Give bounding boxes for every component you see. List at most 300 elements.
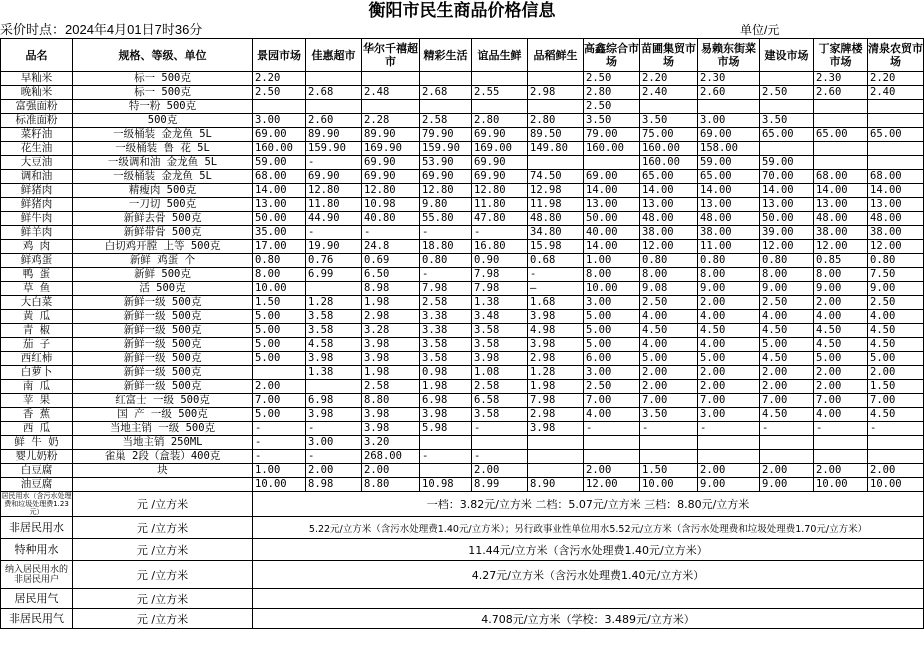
price-cell: 6.58 [472,394,528,408]
price-cell: 2.00 [868,464,924,478]
price-cell: 0.69 [362,254,420,268]
price-cell: 2.30 [698,72,760,86]
price-cell: 38.00 [814,226,868,240]
price-cell [698,436,760,450]
price-cell: 1.38 [472,296,528,310]
price-cell: 8.00 [253,268,306,282]
price-cell: 4.50 [760,324,814,338]
price-cell: 8.98 [306,478,362,492]
price-cell: 2.00 [362,464,420,478]
product-name: 青 椒 [1,324,73,338]
price-cell: 3.58 [306,324,362,338]
price-cell: 6.98 [420,394,472,408]
price-cell: 3.58 [472,408,528,422]
price-cell: 68.00 [868,170,924,184]
price-cell: 2.50 [760,296,814,310]
price-cell: — [528,282,584,296]
product-name: 调和油 [1,170,73,184]
header-cell: 华尔千禧超 市 [362,39,420,72]
price-cell: 13.00 [698,198,760,212]
product-spec: 白切鸡开膛 上等 500克 [73,240,253,254]
product-spec: 当地主销 一级 500克 [73,422,253,436]
price-cell: 13.00 [640,198,698,212]
price-cell: 8.00 [698,268,760,282]
price-cell [528,156,584,170]
price-cell: 3.58 [306,310,362,324]
price-cell: 48.00 [698,212,760,226]
product-spec: 新鲜一级 500克 [73,296,253,310]
price-cell [868,100,924,114]
price-cell: 89.90 [362,128,420,142]
price-cell: 5.00 [640,352,698,366]
price-cell [640,100,698,114]
price-cell [306,72,362,86]
table-row [1,352,924,366]
price-cell: - [472,450,528,464]
header-cell: 精彩生活 [420,39,472,72]
product-name: 晚籼米 [1,86,73,100]
price-cell [253,366,306,380]
product-spec: 红富士 一级 500克 [73,394,253,408]
price-cell: 7.00 [868,394,924,408]
utility-name: 非居民用气 [1,609,73,629]
price-cell [306,380,362,394]
table-row [1,184,924,198]
price-cell: 3.00 [306,436,362,450]
price-cell [420,72,472,86]
price-cell: 9.00 [760,282,814,296]
product-spec: 一级桶装 鲁 花 5L [73,142,253,156]
price-rows [1,72,924,492]
price-cell: 40.80 [362,212,420,226]
price-cell: 44.90 [306,212,362,226]
product-name: 香 蕉 [1,408,73,422]
price-cell: 34.80 [528,226,584,240]
price-cell: 10.00 [253,478,306,492]
price-cell: 3.58 [472,338,528,352]
table-row [1,100,924,114]
price-cell [868,156,924,170]
price-cell: 3.98 [472,352,528,366]
product-name: 西红柿 [1,352,73,366]
price-cell [472,72,528,86]
price-cell: 9.00 [698,478,760,492]
product-spec: 新鲜 鸡蛋 个 [73,254,253,268]
price-cell: 14.00 [868,184,924,198]
price-cell: 1.50 [868,380,924,394]
price-cell [868,436,924,450]
price-cell [306,100,362,114]
price-cell: 7.00 [760,394,814,408]
price-cell: 14.00 [253,184,306,198]
price-cell: 2.55 [472,86,528,100]
product-spec: 一级桶装 金龙鱼 5L [73,128,253,142]
price-cell: 7.50 [868,268,924,282]
price-cell: 1.38 [306,366,362,380]
price-cell: - [253,436,306,450]
price-cell: 69.90 [472,170,528,184]
price-cell: 3.48 [472,310,528,324]
price-cell: 2.00 [760,380,814,394]
table-row [1,394,924,408]
price-cell: 2.30 [814,72,868,86]
price-cell: 2.48 [362,86,420,100]
price-cell: 14.00 [640,184,698,198]
price-cell: 65.00 [698,170,760,184]
price-cell: 65.00 [868,128,924,142]
price-cell: 12.00 [640,240,698,254]
price-cell: 3.58 [420,338,472,352]
header-cell: 苗圃集贸市场 [640,39,698,72]
price-cell: 2.80 [528,114,584,128]
utility-name: 特种用水 [1,539,73,561]
header-row [1,39,924,72]
product-name: 南 瓜 [1,380,73,394]
table-row [1,450,924,464]
price-cell: 3.50 [760,114,814,128]
price-cell: 40.00 [584,226,640,240]
price-cell: 5.98 [420,422,472,436]
table-row [1,422,924,436]
utility-price: 4.708元/立方米（学校：3.489元/立方米） [253,609,924,629]
price-cell: 14.00 [584,240,640,254]
price-cell: 0.80 [253,254,306,268]
utility-row [1,561,924,589]
price-cell: 8.80 [362,394,420,408]
price-cell: 2.00 [868,366,924,380]
price-cell: 3.50 [640,114,698,128]
price-cell: 69.00 [584,170,640,184]
price-cell: 89.50 [528,128,584,142]
price-cell: - [306,226,362,240]
price-cell [640,436,698,450]
price-cell [814,142,868,156]
price-cell: 4.50 [868,324,924,338]
price-cell: 10.98 [420,478,472,492]
price-cell [814,156,868,170]
price-cell [814,100,868,114]
table-row [1,198,924,212]
price-cell: 0.85 [814,254,868,268]
price-cell: 12.80 [306,184,362,198]
price-cell: 7.00 [698,394,760,408]
price-cell [362,72,420,86]
product-name: 鲜鸡蛋 [1,254,73,268]
price-cell: 13.00 [760,198,814,212]
header-cell: 建设市场 [760,39,814,72]
price-cell: 9.00 [760,478,814,492]
price-cell [698,100,760,114]
price-cell: 5.00 [253,310,306,324]
price-cell: 12.80 [472,184,528,198]
utility-rows [1,492,924,629]
price-cell: - [253,422,306,436]
product-spec: 块 [73,464,253,478]
price-cell: - [362,226,420,240]
price-cell: 0.90 [472,254,528,268]
price-cell: 13.00 [868,198,924,212]
product-name: 鲜猪肉 [1,198,73,212]
utility-row [1,517,924,539]
price-cell: 2.98 [528,352,584,366]
utility-row [1,539,924,561]
price-cell: 3.98 [362,408,420,422]
price-cell: 2.58 [420,114,472,128]
price-cell: 2.40 [868,86,924,100]
price-cell: 160.00 [253,142,306,156]
price-cell: 169.00 [472,142,528,156]
utility-price [253,589,924,609]
price-cell: 0.80 [760,254,814,268]
price-cell: 0.76 [306,254,362,268]
product-name: 鸭 蛋 [1,268,73,282]
price-cell: 2.00 [698,366,760,380]
price-cell: 2.60 [698,86,760,100]
price-cell: 1.28 [306,296,362,310]
product-name: 花生油 [1,142,73,156]
table-row [1,226,924,240]
product-spec: 新鲜 500克 [73,268,253,282]
price-cell: 14.00 [814,184,868,198]
price-cell: 169.90 [362,142,420,156]
table-row [1,282,924,296]
price-cell [868,450,924,464]
price-cell: 0.80 [698,254,760,268]
product-name: 婴儿奶粉 [1,450,73,464]
product-spec: 新鲜一级 500克 [73,380,253,394]
utility-unit: 元 /立方米 [73,589,253,609]
price-cell: 65.00 [640,170,698,184]
price-cell: 13.00 [253,198,306,212]
table-row [1,436,924,450]
utility-unit: 元 /立方米 [73,492,253,517]
price-cell: 18.80 [420,240,472,254]
price-cell: 7.00 [640,394,698,408]
product-spec: 活 500克 [73,282,253,296]
price-cell: 55.80 [420,212,472,226]
product-name: 草 鱼 [1,282,73,296]
price-cell [868,114,924,128]
price-cell: 8.98 [362,282,420,296]
price-cell: 12.00 [584,478,640,492]
price-cell: 5.00 [253,324,306,338]
price-cell: 48.00 [868,212,924,226]
price-cell: 4.50 [760,352,814,366]
price-cell: 12.00 [760,240,814,254]
price-cell: 2.50 [253,86,306,100]
price-cell: 2.50 [868,296,924,310]
utility-row [1,589,924,609]
price-cell: 24.8 [362,240,420,254]
price-cell: 59.00 [698,156,760,170]
price-cell: 1.68 [528,296,584,310]
price-cell: 4.50 [868,408,924,422]
price-cell: 2.00 [698,380,760,394]
utility-name: 居民用水（含污水处理费和垃圾处理费1.23元） [1,492,72,516]
price-cell [472,436,528,450]
price-cell: 69.00 [698,128,760,142]
price-cell: 9.80 [420,198,472,212]
price-cell: - [528,268,584,282]
price-cell: 12.80 [362,184,420,198]
price-cell [420,436,472,450]
price-cell: - [868,422,924,436]
product-name: 鲜 牛 奶 [1,436,73,450]
price-cell: 2.00 [698,296,760,310]
price-cell: 4.00 [584,408,640,422]
table-row [1,296,924,310]
price-cell [420,100,472,114]
utility-unit: 元 /立方米 [73,609,253,629]
price-cell: 5.00 [253,408,306,422]
price-cell: 11.00 [698,240,760,254]
price-cell: 13.00 [584,198,640,212]
price-cell [814,436,868,450]
price-cell: 47.80 [472,212,528,226]
product-name: 油豆腐 [1,478,73,492]
product-spec: 当地主销 250ML [73,436,253,450]
price-cell: 160.00 [640,142,698,156]
price-cell: 8.00 [584,268,640,282]
utility-unit: 元 /立方米 [73,561,253,589]
price-cell: 69.90 [306,170,362,184]
price-cell: 69.90 [420,170,472,184]
price-cell: 5.00 [760,338,814,352]
price-cell: - [472,422,528,436]
table-row [1,380,924,394]
product-spec: 标一 500克 [73,72,253,86]
price-cell: 1.98 [528,380,584,394]
price-cell: 3.00 [584,296,640,310]
price-cell: 59.00 [760,156,814,170]
price-cell: 3.98 [362,422,420,436]
price-cell: 3.98 [528,310,584,324]
price-cell: 2.50 [640,296,698,310]
table-row [1,128,924,142]
price-cell: 2.00 [814,380,868,394]
price-cell: 79.90 [420,128,472,142]
price-cell: 0.80 [420,254,472,268]
product-spec [73,478,253,492]
price-cell: 1.00 [584,254,640,268]
utility-row [1,492,924,517]
price-cell: 2.00 [472,464,528,478]
price-cell [472,100,528,114]
price-cell: 2.00 [760,464,814,478]
price-cell: 19.90 [306,240,362,254]
price-cell: 160.00 [640,156,698,170]
table-row [1,324,924,338]
price-cell: 4.50 [814,338,868,352]
product-spec: 特一粉 500克 [73,100,253,114]
table-row [1,142,924,156]
price-cell: 5.00 [253,338,306,352]
price-cell: 1.50 [640,464,698,478]
price-cell: 7.98 [528,394,584,408]
price-cell: 2.68 [306,86,362,100]
price-cell: 10.98 [362,198,420,212]
price-cell: 4.00 [760,310,814,324]
price-cell: 3.50 [584,114,640,128]
price-cell: 8.00 [814,268,868,282]
price-cell: - [306,450,362,464]
price-cell: 2.00 [640,366,698,380]
price-cell: 4.00 [640,338,698,352]
price-cell: 38.00 [868,226,924,240]
price-cell [306,282,362,296]
price-cell: 159.90 [420,142,472,156]
price-cell: 4.00 [698,310,760,324]
price-cell: 38.00 [698,226,760,240]
price-cell: 1.00 [253,464,306,478]
price-cell: - [640,422,698,436]
price-cell: 2.98 [528,408,584,422]
table-row [1,240,924,254]
price-cell: 89.90 [306,128,362,142]
product-spec: 500克 [73,114,253,128]
price-cell [528,72,584,86]
price-cell: 11.80 [306,198,362,212]
utility-unit: 元 /立方米 [73,539,253,561]
price-cell: 70.00 [760,170,814,184]
price-cell: 69.90 [472,156,528,170]
price-cell: 6.98 [306,394,362,408]
page-title: 衡阳市民生商品价格信息 [368,1,556,21]
price-cell: 7.00 [584,394,640,408]
utility-row [1,609,924,629]
price-cell: 4.50 [760,408,814,422]
price-cell: 3.28 [362,324,420,338]
price-cell: - [420,226,472,240]
price-cell: - [420,268,472,282]
price-cell: 8.00 [760,268,814,282]
price-cell [528,464,584,478]
product-name: 白豆腐 [1,464,73,478]
price-cell: 3.00 [698,114,760,128]
utility-name: 纳入居民用水的非居民用户 [1,561,73,589]
header-cell: 景园市场 [253,39,306,72]
price-cell: 2.60 [306,114,362,128]
table-row [1,114,924,128]
price-cell: 2.50 [584,72,640,86]
price-cell [362,100,420,114]
price-cell: 10.00 [584,282,640,296]
price-cell: 5.00 [584,310,640,324]
price-cell: 160.00 [584,142,640,156]
price-cell: 4.58 [306,338,362,352]
price-cell [814,450,868,464]
price-cell: 2.40 [640,86,698,100]
price-cell: 2.50 [760,86,814,100]
price-cell: 10.00 [253,282,306,296]
price-cell [253,100,306,114]
price-cell: 4.00 [814,408,868,422]
price-cell: 3.00 [698,408,760,422]
price-cell: 2.00 [584,464,640,478]
price-cell: 1.08 [472,366,528,380]
price-cell: 2.58 [472,380,528,394]
price-cell: 4.00 [814,310,868,324]
product-spec: 新鲜一级 500克 [73,324,253,338]
utility-price: 一档：3.82元/立方米 二档：5.07元/立方米 三档：8.80元/立方米 [253,492,924,517]
price-cell: 2.58 [420,296,472,310]
price-cell: 15.98 [528,240,584,254]
price-cell: 39.00 [760,226,814,240]
price-cell: 0.98 [420,366,472,380]
price-cell: 9.08 [640,282,698,296]
product-spec: 雀巢 2段（盒装）400克 [73,450,253,464]
utility-price: 4.27元/立方米（含污水处理费1.40元/立方米） [253,561,924,589]
